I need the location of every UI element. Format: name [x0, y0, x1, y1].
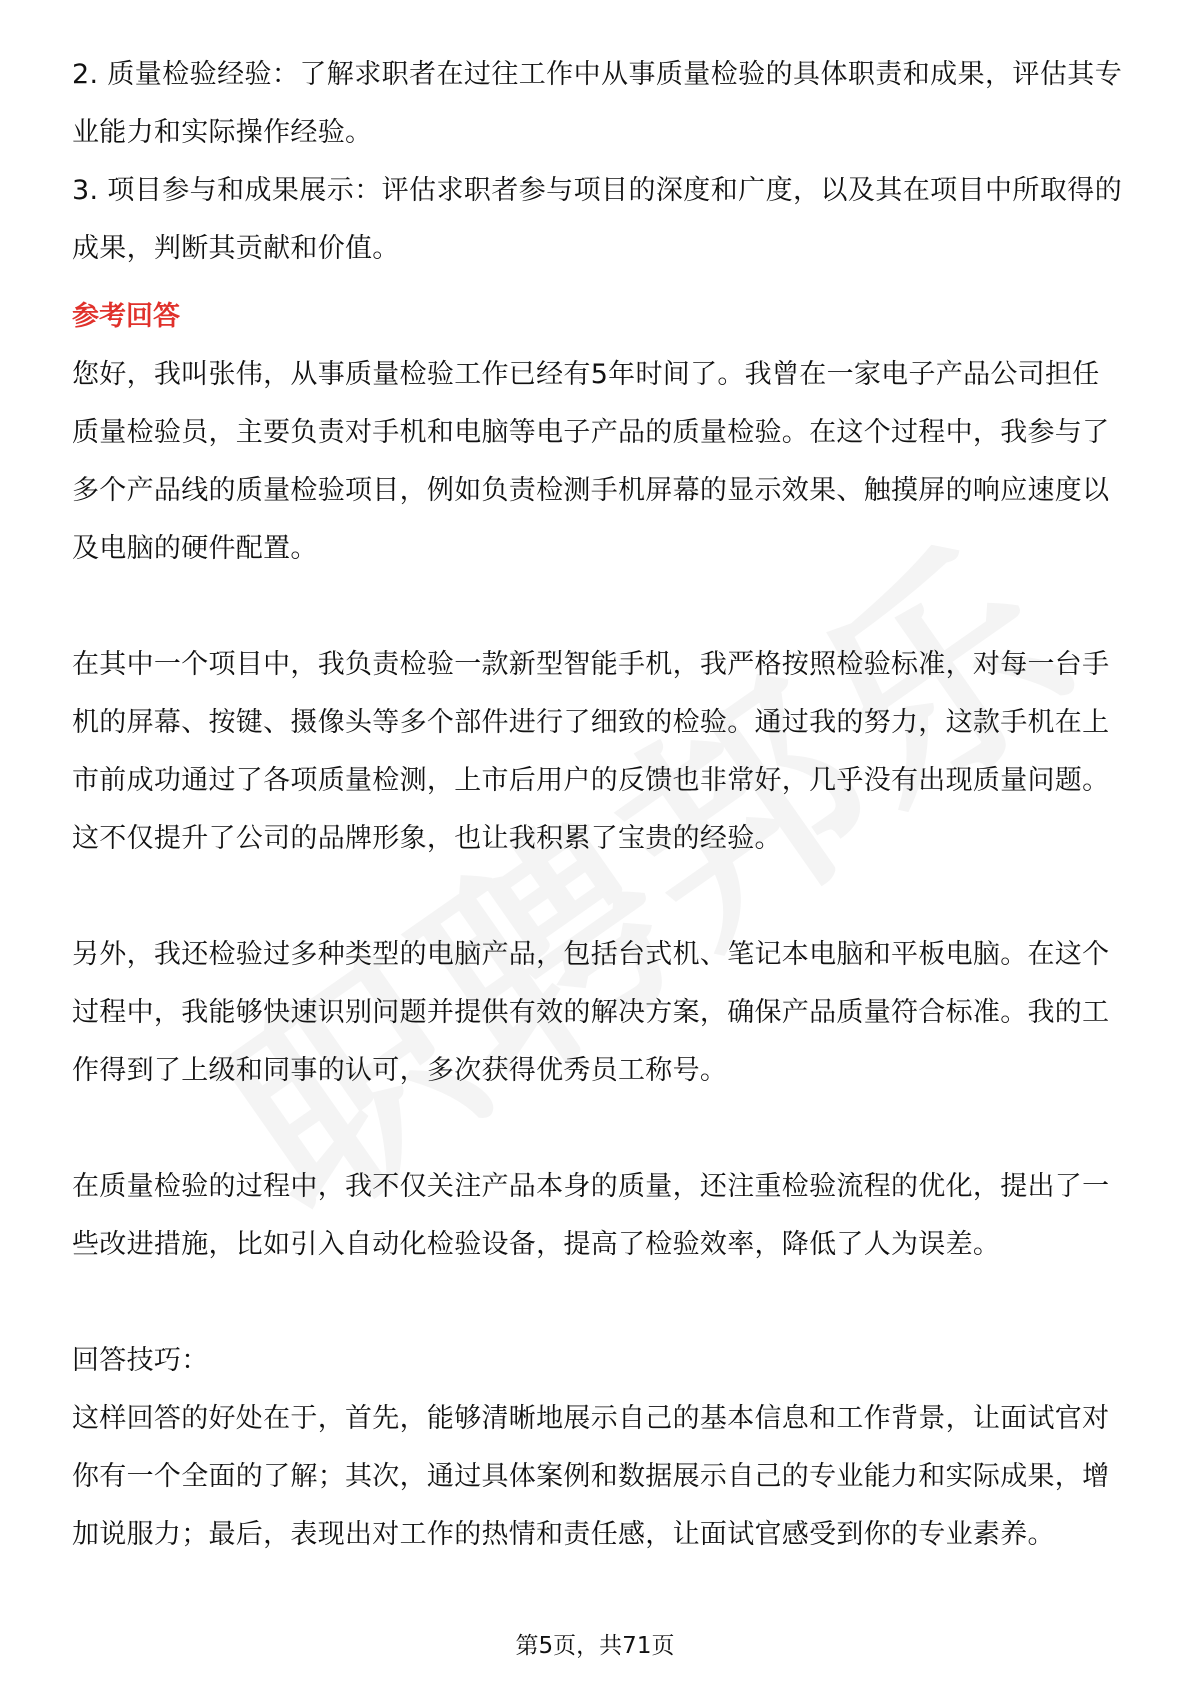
paragraph-gap [72, 1100, 1122, 1158]
answer-paragraph-2: 在其中一个项目中，我负责检验一款新型智能手机，我严格按照检验标准，对每一台手机的屏幕、按键、摄像头等多个部件进行了细致的检验。通过我的努力，这款手机在上市前成功通过了各项质量检测，上市后用户的反馈也非常好，几乎没有出现质量问题。这不仅提升了公司的品牌形象，也让我积累了宝贵的经验。 [72, 649, 1110, 854]
answer-paragraph-4: 在质量检验的过程中，我不仅关注产品本身的质量，还注重检验流程的优化，提出了一些改进措施，比如引入自动化检验设备，提高了检验效率，降低了人为误差。 [72, 1171, 1110, 1260]
reference-answer-heading: 参考回答 [72, 301, 180, 332]
page-number: 第5页，共71页 [515, 1633, 675, 1659]
answer-paragraph-1: 您好，我叫张伟，从事质量检验工作已经有5年时间了。我曾在一家电子产品公司担任质量检验员，主要负责对手机和电脑等电子产品的质量检验。在这个过程中，我参与了多个产品线的质量检验项目，例如负责检测手机屏幕的显示效果、触摸屏的响应速度以及电脑的硬件配置。 [72, 359, 1110, 564]
paragraph-gap [72, 868, 1122, 926]
answer-paragraph-3: 另外，我还检验过多种类型的电脑产品，包括台式机、笔记本电脑和平板电脑。在这个过程中，我能够快速识别问题并提供有效的解决方案，确保产品质量符合标准。我的工作得到了上级和同事的认可，多次获得优秀员工称号。 [72, 939, 1110, 1086]
tips-paragraph: 这样回答的好处在于，首先，能够清晰地展示自己的基本信息和工作背景，让面试官对你有一个全面的了解；其次，通过具体案例和数据展示自己的专业能力和实际成果，增加说服力；最后，表现出对工作的热情和责任感，让面试官感受到你的专业素养。 [72, 1403, 1110, 1550]
tips-heading: 回答技巧： [72, 1345, 209, 1376]
intro-point-3: 3. 项目参与和成果展示：评估求职者参与项目的深度和广度，以及其在项目中所取得的成果，判断其贡献和价值。 [72, 175, 1122, 264]
intro-point-2: 2. 质量检验经验：了解求职者在过往工作中从事质量检验的具体职责和成果，评估其专业能力和实际操作经验。 [72, 59, 1122, 148]
paragraph-gap [72, 578, 1122, 636]
document-body [72, 46, 1122, 1564]
paragraph-gap [72, 1274, 1122, 1332]
